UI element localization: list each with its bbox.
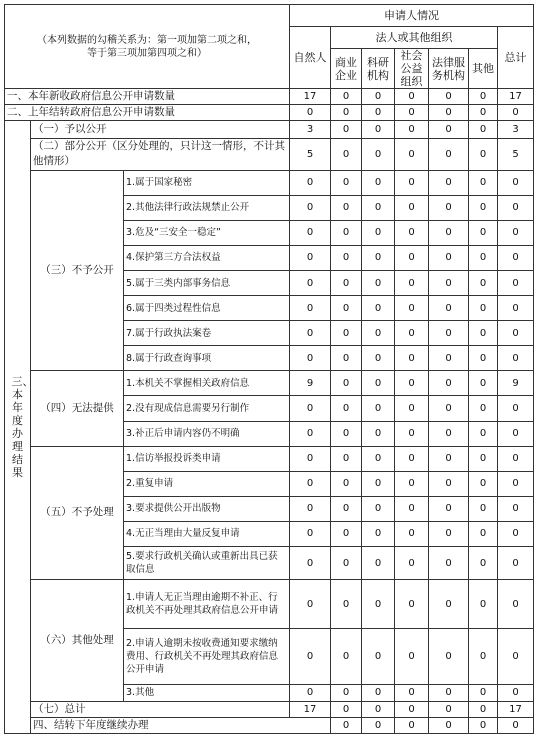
cell: 0 bbox=[331, 170, 362, 195]
cell: 0 bbox=[469, 701, 498, 717]
cell: 0 bbox=[429, 421, 469, 446]
cell: 0 bbox=[469, 471, 498, 496]
row-label: 2.其他法律行政法规禁止公开 bbox=[124, 195, 290, 220]
cell: 0 bbox=[469, 521, 498, 546]
cell: 0 bbox=[498, 421, 534, 446]
cell: 0 bbox=[429, 446, 469, 471]
table-row bbox=[5, 717, 534, 733]
cell: 0 bbox=[429, 105, 469, 121]
cell: 0 bbox=[429, 547, 469, 580]
cell: 0 bbox=[498, 496, 534, 521]
cell: 0 bbox=[362, 421, 395, 446]
row-label: 7.属于行政执法案卷 bbox=[124, 321, 290, 346]
cell: 0 bbox=[331, 496, 362, 521]
cell: 0 bbox=[498, 446, 534, 471]
cell: 0 bbox=[395, 371, 429, 396]
header-note bbox=[5, 5, 290, 89]
cell: 0 bbox=[290, 271, 331, 296]
cell: 0 bbox=[498, 195, 534, 220]
cell: 0 bbox=[469, 684, 498, 701]
category-other-processing: （六）其他处理 bbox=[31, 580, 124, 701]
section-three-text: 三、本年度办理结果 bbox=[11, 375, 34, 480]
cell: 0 bbox=[395, 629, 429, 684]
cell: 0 bbox=[331, 245, 362, 270]
table-row bbox=[5, 371, 534, 396]
cell: 0 bbox=[331, 701, 362, 717]
cell: 0 bbox=[469, 296, 498, 321]
cell: 0 bbox=[395, 717, 429, 733]
cell: 0 bbox=[498, 271, 534, 296]
cell: 0 bbox=[469, 121, 498, 138]
cell: 0 bbox=[362, 220, 395, 245]
row-label: 4.保护第三方合法权益 bbox=[124, 245, 290, 270]
cell: 0 bbox=[362, 629, 395, 684]
cell: 0 bbox=[362, 684, 395, 701]
cell: 0 bbox=[290, 220, 331, 245]
cell: 0 bbox=[469, 580, 498, 629]
header-legal-service: 法律服务机构 bbox=[429, 49, 469, 89]
cell: 0 bbox=[362, 138, 395, 170]
cell: 0 bbox=[331, 138, 362, 170]
cell: 0 bbox=[429, 138, 469, 170]
cell: 0 bbox=[469, 220, 498, 245]
cell: 0 bbox=[429, 471, 469, 496]
cell: 0 bbox=[498, 296, 534, 321]
cell: 0 bbox=[395, 195, 429, 220]
cell: 0 bbox=[290, 421, 331, 446]
cell: 0 bbox=[395, 496, 429, 521]
cell: 0 bbox=[395, 446, 429, 471]
cell: 0 bbox=[429, 684, 469, 701]
cell: 0 bbox=[362, 105, 395, 121]
cell: 17 bbox=[290, 701, 331, 717]
cell: 0 bbox=[429, 371, 469, 396]
cell: 0 bbox=[395, 521, 429, 546]
cell: 0 bbox=[290, 321, 331, 346]
cell: 0 bbox=[362, 195, 395, 220]
cell: 0 bbox=[290, 446, 331, 471]
row-label: 二、上年结转政府信息公开申请数量 bbox=[5, 105, 290, 121]
cell: 0 bbox=[498, 170, 534, 195]
cell: 0 bbox=[498, 717, 534, 733]
cell: 0 bbox=[331, 446, 362, 471]
cell: 0 bbox=[331, 521, 362, 546]
header-research: 科研机构 bbox=[362, 49, 395, 89]
cell: 0 bbox=[331, 89, 362, 105]
cell: 0 bbox=[362, 346, 395, 371]
cell: 0 bbox=[498, 521, 534, 546]
cell: 0 bbox=[429, 496, 469, 521]
cell: 0 bbox=[331, 421, 362, 446]
cell: 0 bbox=[290, 547, 331, 580]
cell: 0 bbox=[331, 296, 362, 321]
header-social: 社会公益组织 bbox=[395, 49, 429, 89]
cell: 0 bbox=[362, 121, 395, 138]
table-row bbox=[5, 580, 534, 629]
row-label: 3.其他 bbox=[124, 684, 290, 701]
cell: 0 bbox=[498, 547, 534, 580]
header-other: 其他 bbox=[469, 49, 498, 89]
cell: 0 bbox=[395, 271, 429, 296]
cell: 0 bbox=[395, 89, 429, 105]
header-legal-org: 法人或其他组织 bbox=[331, 27, 498, 49]
row-label: 1.申请人无正当理由逾期不补正、行政机关不再处理其政府信息公开申请 bbox=[124, 580, 290, 629]
cell: 0 bbox=[469, 629, 498, 684]
cell: 0 bbox=[469, 547, 498, 580]
table-row bbox=[5, 701, 534, 717]
cell: 0 bbox=[469, 371, 498, 396]
row-label: 2.申请人逾期未按收费通知要求缴纳费用、行政机关不再处理其政府信息公开申请 bbox=[124, 629, 290, 684]
cell: 0 bbox=[429, 220, 469, 245]
row-label: 4.无正当理由大量反复申请 bbox=[124, 521, 290, 546]
cell: 0 bbox=[469, 170, 498, 195]
cell: 0 bbox=[362, 717, 395, 733]
cell: 0 bbox=[290, 684, 331, 701]
table-row bbox=[5, 105, 534, 121]
row-label: 6.属于四类过程性信息 bbox=[124, 296, 290, 321]
cell: 0 bbox=[395, 346, 429, 371]
table-row bbox=[5, 170, 534, 195]
cell: 0 bbox=[362, 170, 395, 195]
cell: 0 bbox=[362, 271, 395, 296]
cell: 0 bbox=[469, 496, 498, 521]
cell: 0 bbox=[498, 105, 534, 121]
row-label: 5.属于三类内部事务信息 bbox=[124, 271, 290, 296]
row-label: （一）予以公开 bbox=[31, 121, 290, 138]
cell: 0 bbox=[498, 321, 534, 346]
row-label: （二）部分公开（区分处理的，只计这一情形，不计其他情形） bbox=[31, 138, 290, 170]
cell: 0 bbox=[429, 245, 469, 270]
cell: 0 bbox=[290, 496, 331, 521]
cell: 0 bbox=[469, 271, 498, 296]
cell: 0 bbox=[362, 89, 395, 105]
category-not-processed: （五）不予处理 bbox=[31, 446, 124, 580]
cell: 0 bbox=[290, 471, 331, 496]
row-label: 2.重复申请 bbox=[124, 471, 290, 496]
cell: 0 bbox=[331, 684, 362, 701]
cell: 0 bbox=[331, 371, 362, 396]
cell: 0 bbox=[362, 521, 395, 546]
cell: 0 bbox=[395, 220, 429, 245]
header-applicant: 申请人情况 bbox=[290, 5, 534, 27]
cell: 0 bbox=[290, 580, 331, 629]
header-note-line2: 等于第三项加第四项之和） bbox=[87, 47, 207, 59]
table-row bbox=[5, 121, 534, 138]
header-natural-person: 自然人 bbox=[290, 27, 331, 89]
cell: 0 bbox=[290, 521, 331, 546]
cell: 0 bbox=[395, 547, 429, 580]
cell: 0 bbox=[498, 629, 534, 684]
cell: 0 bbox=[331, 271, 362, 296]
cell: 3 bbox=[498, 121, 534, 138]
cell: 17 bbox=[498, 89, 534, 105]
cell: 0 bbox=[290, 346, 331, 371]
cell: 0 bbox=[331, 580, 362, 629]
cell: 0 bbox=[395, 684, 429, 701]
cell: 0 bbox=[395, 396, 429, 421]
cell: 5 bbox=[290, 138, 331, 170]
header-total: 总计 bbox=[498, 27, 534, 89]
cell: 0 bbox=[429, 321, 469, 346]
header-note-line1: （本列数据的勾稽关系为：第一项加第二项之和， bbox=[37, 34, 257, 46]
cell: 0 bbox=[331, 195, 362, 220]
cell: 0 bbox=[395, 421, 429, 446]
row-label: 1.信访举报投诉类申请 bbox=[124, 446, 290, 471]
cell: 3 bbox=[290, 121, 331, 138]
cell: 0 bbox=[498, 245, 534, 270]
cell: 0 bbox=[362, 245, 395, 270]
cell: 0 bbox=[362, 547, 395, 580]
category-not-open: （三）不予公开 bbox=[31, 170, 124, 371]
row-label: 一、本年新收政府信息公开申请数量 bbox=[5, 89, 290, 105]
cell: 0 bbox=[469, 396, 498, 421]
cell: 0 bbox=[362, 496, 395, 521]
cell: 0 bbox=[498, 346, 534, 371]
cell: 0 bbox=[362, 471, 395, 496]
cell: 0 bbox=[395, 321, 429, 346]
cell: 0 bbox=[395, 701, 429, 717]
cell: 0 bbox=[362, 296, 395, 321]
cell: 0 bbox=[362, 446, 395, 471]
table-row bbox=[5, 89, 534, 105]
cell: 9 bbox=[498, 371, 534, 396]
cell: 0 bbox=[362, 701, 395, 717]
cell: 0 bbox=[395, 245, 429, 270]
cell: 0 bbox=[469, 89, 498, 105]
cell: 0 bbox=[469, 195, 498, 220]
cell: 0 bbox=[331, 321, 362, 346]
cell: 0 bbox=[395, 121, 429, 138]
row-label: 1.本机关不掌握相关政府信息 bbox=[124, 371, 290, 396]
cell: 0 bbox=[331, 121, 362, 138]
cell: 0 bbox=[469, 346, 498, 371]
row-label: 四、结转下年度继续办理 bbox=[31, 717, 331, 733]
cell: 0 bbox=[429, 89, 469, 105]
cell: 0 bbox=[331, 346, 362, 371]
cell: 0 bbox=[395, 170, 429, 195]
header-commercial: 商业企业 bbox=[331, 49, 362, 89]
cell: 0 bbox=[362, 580, 395, 629]
cell: 5 bbox=[498, 138, 534, 170]
cell: 0 bbox=[290, 170, 331, 195]
cell: 0 bbox=[429, 296, 469, 321]
row-label: 5.要求行政机关确认或重新出具已获取信息 bbox=[124, 547, 290, 580]
cell: 0 bbox=[429, 271, 469, 296]
cell: 0 bbox=[469, 717, 498, 733]
cell: 0 bbox=[395, 105, 429, 121]
cell: 0 bbox=[290, 396, 331, 421]
cell: 0 bbox=[469, 245, 498, 270]
cell: 0 bbox=[429, 346, 469, 371]
cell: 0 bbox=[331, 547, 362, 580]
cell: 0 bbox=[429, 396, 469, 421]
cell: 0 bbox=[362, 321, 395, 346]
row-label: （七）总计 bbox=[31, 701, 290, 717]
row-label: 2.没有现成信息需要另行制作 bbox=[124, 396, 290, 421]
category-unable: （四）无法提供 bbox=[31, 371, 124, 446]
cell: 0 bbox=[498, 396, 534, 421]
cell: 0 bbox=[290, 296, 331, 321]
cell: 0 bbox=[498, 684, 534, 701]
cell: 0 bbox=[395, 471, 429, 496]
cell: 0 bbox=[290, 245, 331, 270]
cell: 0 bbox=[331, 220, 362, 245]
row-label: 3.危及“三安全一稳定” bbox=[124, 220, 290, 245]
cell: 0 bbox=[331, 471, 362, 496]
cell: 0 bbox=[331, 629, 362, 684]
cell: 0 bbox=[429, 717, 469, 733]
cell: 0 bbox=[429, 580, 469, 629]
cell: 0 bbox=[469, 105, 498, 121]
cell: 0 bbox=[429, 629, 469, 684]
cell: 0 bbox=[429, 521, 469, 546]
table-row bbox=[5, 446, 534, 471]
cell: 0 bbox=[469, 421, 498, 446]
cell: 17 bbox=[498, 701, 534, 717]
cell: 0 bbox=[429, 170, 469, 195]
cell: 0 bbox=[498, 471, 534, 496]
row-label: 3.补正后申请内容仍不明确 bbox=[124, 421, 290, 446]
row-label: 3.要求提供公开出版物 bbox=[124, 496, 290, 521]
cell: 0 bbox=[362, 396, 395, 421]
cell: 9 bbox=[290, 371, 331, 396]
cell: 0 bbox=[469, 138, 498, 170]
row-label: 1.属于国家秘密 bbox=[124, 170, 290, 195]
cell: 0 bbox=[469, 321, 498, 346]
cell: 0 bbox=[429, 195, 469, 220]
cell: 0 bbox=[429, 701, 469, 717]
table-row bbox=[5, 138, 534, 170]
cell: 0 bbox=[498, 220, 534, 245]
cell: 17 bbox=[290, 89, 331, 105]
cell: 0 bbox=[290, 195, 331, 220]
cell: 0 bbox=[290, 629, 331, 684]
cell: 0 bbox=[429, 121, 469, 138]
cell: 0 bbox=[331, 396, 362, 421]
cell: 0 bbox=[498, 580, 534, 629]
section-three-label bbox=[5, 121, 34, 734]
cell: 0 bbox=[331, 717, 362, 733]
disclosure-table bbox=[4, 4, 534, 734]
cell: 0 bbox=[395, 580, 429, 629]
cell: 0 bbox=[469, 446, 498, 471]
cell: 0 bbox=[362, 371, 395, 396]
row-label: 8.属于行政查询事项 bbox=[124, 346, 290, 371]
cell: 0 bbox=[395, 296, 429, 321]
cell: 0 bbox=[290, 105, 331, 121]
cell: 0 bbox=[331, 105, 362, 121]
cell: 0 bbox=[395, 138, 429, 170]
